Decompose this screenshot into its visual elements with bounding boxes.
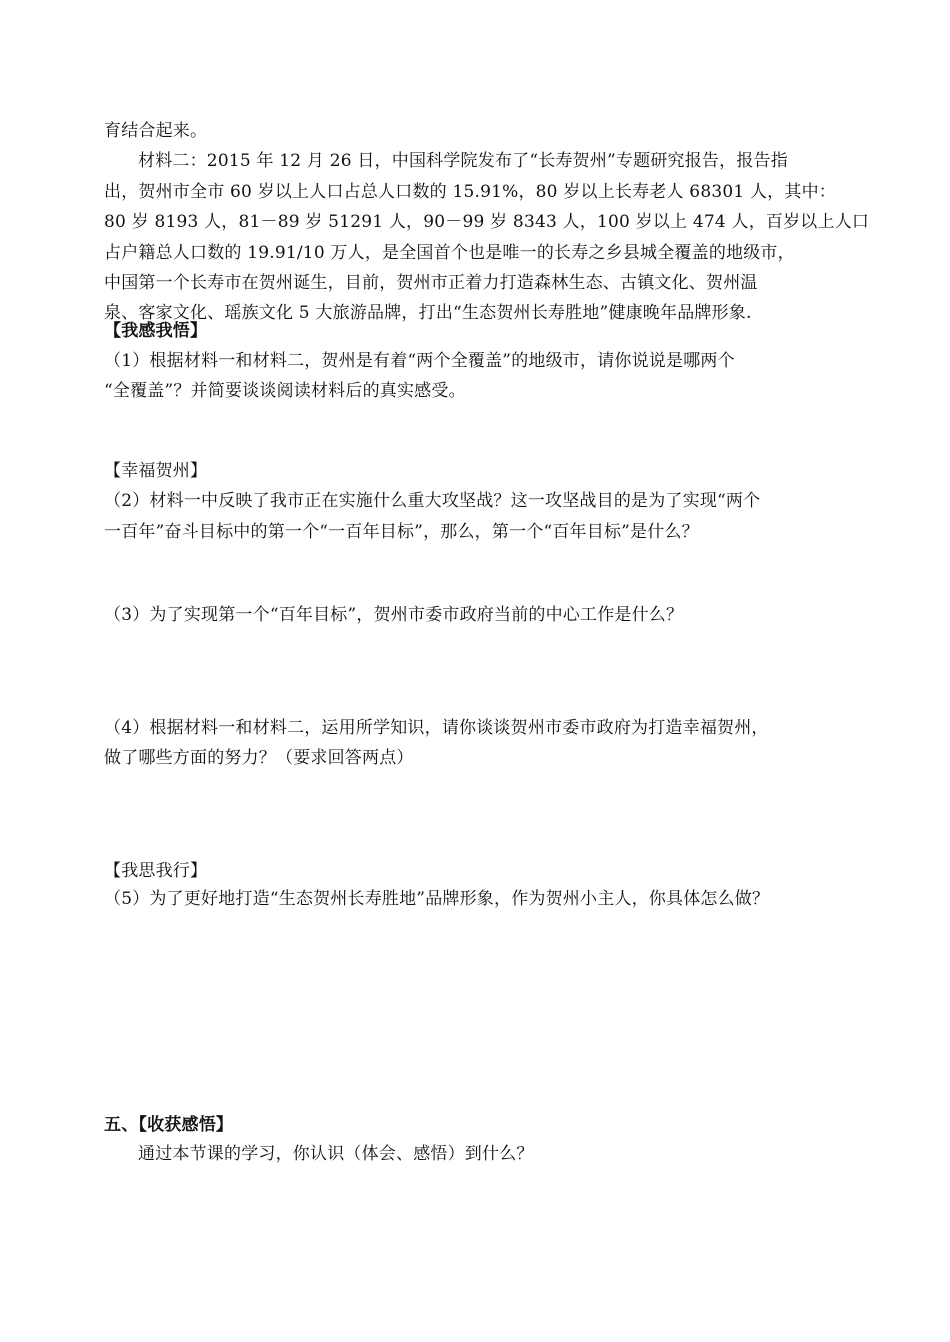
material-one-tail: 育结合起来。	[104, 121, 208, 141]
question-4-line-2: 做了哪些方面的努力？（要求回答两点）	[104, 748, 414, 768]
question-1-line-1: （1）根据材料一和材料二，贺州是有着“两个全覆盖”的地级市，请你说说是哪两个	[104, 351, 735, 371]
question-2-line-1: （2）材料一中反映了我市正在实施什么重大攻坚战？这一攻坚战目的是为了实现“两个	[104, 491, 761, 511]
document-page	[104, 0, 870, 1342]
material-two-line-3: 80 岁 8193 人，81－89 岁 51291 人，90－99 岁 8343 人，100 岁以上 474 人，百岁以上人口	[104, 212, 870, 232]
material-two-line-1: 材料二：2015 年 12 月 26 日，中国科学院发布了“长寿贺州”专题研究报告，报告指	[138, 151, 788, 171]
section-title-think-act: 【我思我行】	[104, 861, 208, 881]
question-1-line-2: “全覆盖”？并简要谈谈阅读材料后的真实感受。	[104, 381, 466, 401]
question-3: （3）为了实现第一个“百年目标”，贺州市委市政府当前的中心工作是什么？	[104, 605, 684, 625]
material-two-line-6: 泉、客家文化、瑶族文化 5 大旅游品牌，打出“生态贺州长寿胜地”健康晚年品牌形象.	[104, 303, 752, 323]
material-two-line-2: 出，贺州市全市 60 岁以上人口占总人口数的 15.91%，80 岁以上长寿老人 68301 人，其中：	[104, 182, 836, 202]
question-5: （5）为了更好地打造“生态贺州长寿胜地”品牌形象，作为贺州小主人，你具体怎么做？	[104, 889, 770, 909]
section-title-happy-hezhou: 【幸福贺州】	[104, 461, 208, 481]
part-five-title: 五、【收获感悟】	[104, 1115, 234, 1135]
material-two-line-4: 占户籍总人口数的 19.91/10 万人，是全国首个也是唯一的长寿之乡县城全覆盖的地级市，	[104, 243, 795, 263]
material-two-line-5: 中国第一个长寿市在贺州诞生，目前，贺州市正着力打造森林生态、古镇文化、贺州温	[104, 273, 758, 293]
part-five-prompt: 通过本节课的学习，你认识（体会、感悟）到什么？	[138, 1144, 534, 1164]
question-4-line-1: （4）根据材料一和材料二，运用所学知识，请你谈谈贺州市委市政府为打造幸福贺州，	[104, 718, 769, 738]
question-2-line-2: 一百年”奋斗目标中的第一个“一百年目标”，那么，第一个“百年目标”是什么？	[104, 522, 699, 542]
section-title-reflection: 【我感我悟】	[104, 321, 208, 341]
